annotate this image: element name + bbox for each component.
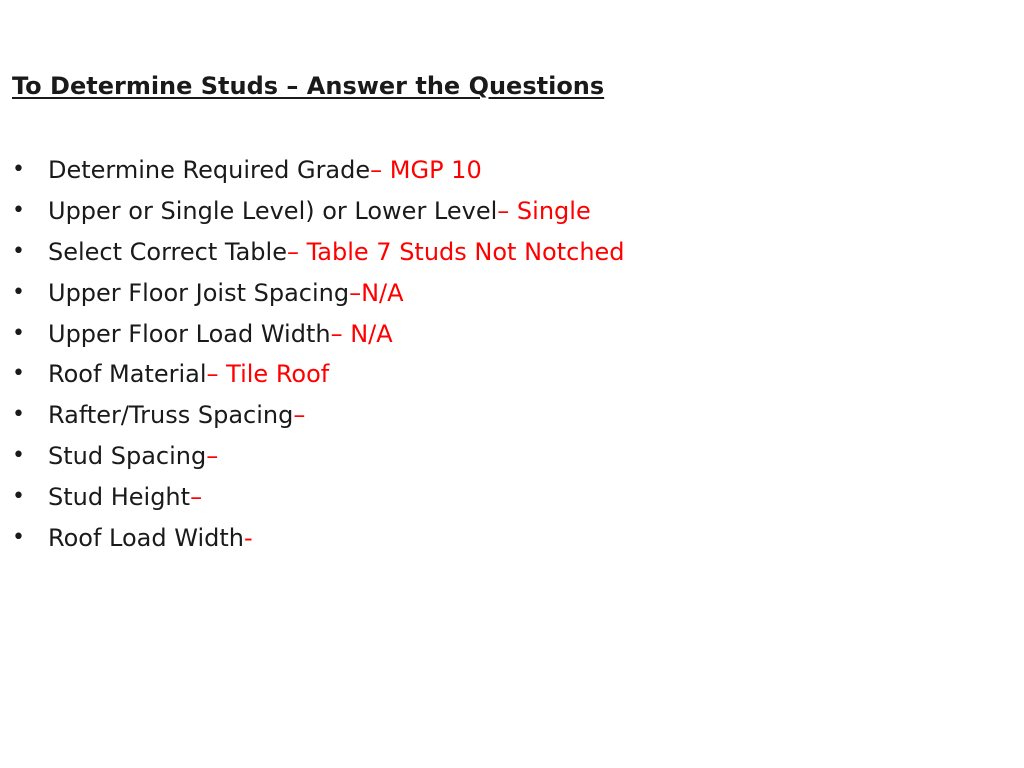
question-label: Roof Material: [48, 360, 207, 389]
question-answer: – Single: [497, 197, 591, 226]
question-label: Upper Floor Joist Spacing: [48, 278, 350, 307]
question-answer: -: [243, 523, 253, 552]
question-answer: – MGP 10: [370, 156, 482, 185]
list-item: [12, 232, 625, 273]
bullet-icon: •: [12, 361, 25, 387]
question-answer: –: [206, 441, 219, 470]
question-answer: –: [190, 482, 203, 511]
question-answer: – Table 7 Studs Not Notched: [286, 237, 625, 266]
question-answer: –N/A: [349, 278, 404, 307]
list-item: [12, 476, 625, 517]
list-item: [12, 436, 625, 477]
list-item: [12, 191, 625, 232]
list-item: [12, 517, 625, 558]
question-label: Select Correct Table: [48, 237, 287, 266]
question-label: Stud Height: [48, 482, 191, 511]
list-item: [12, 150, 625, 191]
question-answer: – N/A: [330, 319, 393, 348]
list-item: [12, 272, 625, 313]
bullet-icon: •: [12, 157, 25, 183]
bullet-icon: •: [12, 238, 25, 264]
bullet-icon: •: [12, 279, 25, 305]
question-label: Roof Load Width: [48, 523, 244, 552]
list-item: [12, 395, 625, 436]
question-list: [12, 150, 625, 558]
question-label: Upper Floor Load Width: [48, 319, 331, 348]
list-item: [12, 313, 625, 354]
question-label: Determine Required Grade: [48, 156, 371, 185]
bullet-icon: •: [12, 524, 25, 550]
question-label: Upper or Single Level) or Lower Level: [48, 197, 498, 226]
question-label: Stud Spacing: [48, 441, 207, 470]
bullet-icon: •: [12, 198, 25, 224]
bullet-icon: •: [12, 320, 25, 346]
question-label: Rafter/Truss Spacing: [48, 401, 294, 430]
slide-title: To Determine Studs – Answer the Questions: [12, 72, 605, 100]
list-item: [12, 354, 625, 395]
bullet-icon: •: [12, 442, 25, 468]
bullet-icon: •: [12, 402, 25, 428]
bullet-icon: •: [12, 483, 25, 509]
question-answer: – Tile Roof: [206, 360, 330, 389]
question-answer: –: [293, 401, 306, 430]
